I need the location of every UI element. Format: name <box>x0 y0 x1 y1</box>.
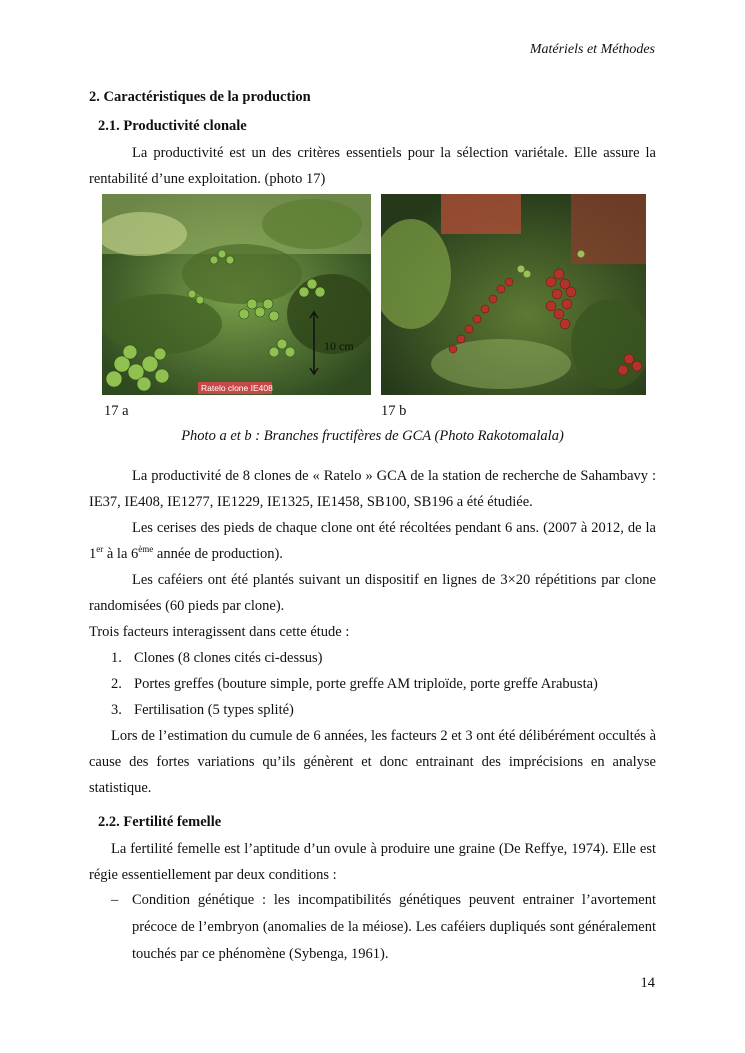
harvest-text-end: année de production). <box>153 546 283 562</box>
photo-17b <box>381 194 646 395</box>
list-number: 3. <box>111 702 122 718</box>
paragraph-fertility: La fertilité femelle est l’aptitude d’un ovule à produire une graine (De Reffye, 1974). Elle est régie essentiellement par deux conditions : <box>89 841 656 883</box>
harvest-text-start: Les cerises des pieds de chaque clone ont été récoltées pendant 6 ans. (2007 à 2012, de la 1 <box>89 520 656 562</box>
paragraph-clones: La productivité de 8 clones de « Ratelo » GCA de la station de recherche de Sahambavy : IE37, IE408, IE1277, IE1229, IE1325, IE1458, SB100, SB196 a été étudiée. <box>89 468 656 510</box>
list-item <box>111 697 656 723</box>
list-item <box>111 671 656 697</box>
coffee-branch-image-a <box>102 194 371 395</box>
subsection-title-productivite: 2.1. Productivité clonale <box>98 118 247 134</box>
harvest-sup-2: ème <box>138 544 154 555</box>
paragraph-harvest <box>89 515 656 567</box>
list-text: Clones (8 clones cités ci-dessus) <box>134 650 323 666</box>
list-number: 1. <box>111 650 122 666</box>
list-number: 2. <box>111 676 122 692</box>
bullet-text: Condition génétique : les incompatibilités génétiques peuvent entrainer l’avortement précoce de l’embryon (anomalies de la méiose). Les caféiers dupliqués sont généralement touchés par ce phénomène (Sybenga, 1961). <box>132 892 656 962</box>
list-item <box>111 645 656 671</box>
harvest-sup-1: er <box>96 544 104 555</box>
dash-icon: – <box>111 892 119 908</box>
paragraph-cumulative: Lors de l’estimation du cumule de 6 années, les facteurs 2 et 3 ont été délibérément occultés à cause des fortes variations qu’ils génèrent et donc entrainant des imprécisions en analyse statistique. <box>89 728 656 796</box>
photo-label-17a: 17 a <box>104 403 129 419</box>
running-header: Matériels et Méthodes <box>529 42 655 57</box>
intro-paragraph: La productivité est un des critères essentiels pour la sélection variétale. Elle assure la rentabilité d’une exploitation. (photo 17) <box>89 145 656 187</box>
measure-label: 10 cm <box>324 339 354 353</box>
list-text: Fertilisation (5 types splité) <box>134 702 294 718</box>
section-title: 2. Caractéristiques de la production <box>89 89 311 105</box>
harvest-text-mid: à la 6 <box>103 546 139 562</box>
subsection-title-fertilite: 2.2. Fertilité femelle <box>98 814 222 830</box>
paragraph-factors-intro: Trois facteurs interagissent dans cette étude : <box>89 624 350 640</box>
photo-17a <box>102 194 371 395</box>
list-text: Portes greffes (bouture simple, porte greffe AM triploïde, porte greffe Arabusta) <box>134 676 598 692</box>
clone-tag: Ratelo clone IE408 <box>201 383 273 393</box>
coffee-branch-image-b <box>381 194 646 395</box>
photo-caption: Photo a et b : Branches fructifères de GCA (Photo Rakotomalala) <box>181 428 564 444</box>
factors-list <box>111 645 656 723</box>
paragraph-planting: Les caféiers ont été plantés suivant un dispositif en lignes de 3×20 répétitions par clone randomisées (60 pieds par clone). <box>89 572 656 614</box>
photo-label-17b: 17 b <box>381 403 407 419</box>
page-number: 14 <box>640 975 655 991</box>
bullet-item <box>111 887 656 968</box>
